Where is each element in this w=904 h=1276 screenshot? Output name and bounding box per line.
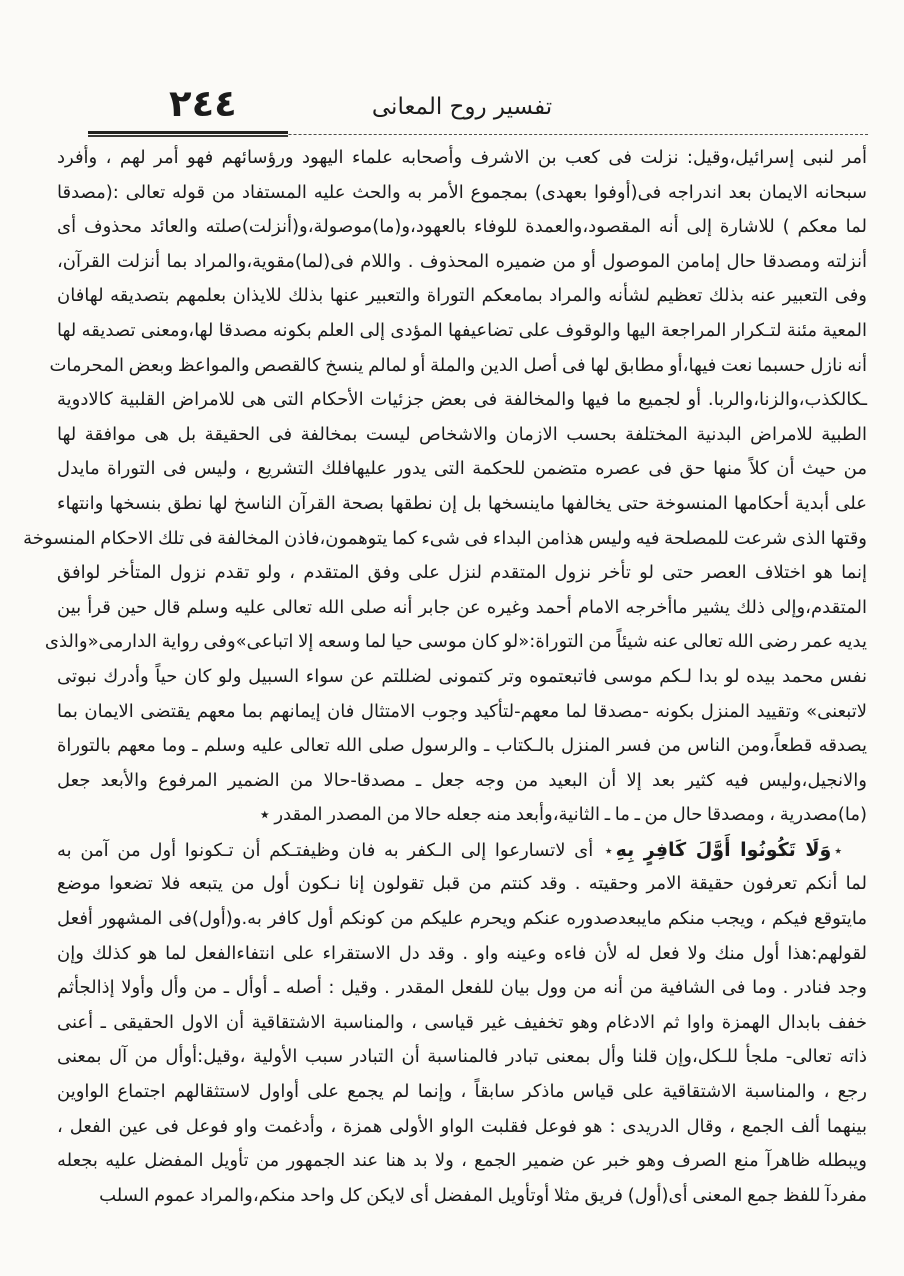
text-line: ـكالكذب،والزنا،والربا. أو لجميع ما فيها والمخالفة فى بعض جزئيات الأحكام التى هى للامراض القلبية كالادوية	[57, 389, 867, 411]
text-line: رجع ، والمناسبة الاشتقاقية على قياس ماذكر سابقاً ، وإنما لم يجمع على أواول لاستثقالهم اجتماع الواوين	[57, 1081, 867, 1103]
text-line: وقتها الذى شرعت للمصلحة فيه وليس هذامن البداء فى شىء كما يتوهمون،فاذن المخالفة فى تلك الاحكام المنسوخة	[23, 527, 867, 549]
text-line: بينهما ألف الجمع ، وقال الدريدى : هو فوعل فقلبت الواو الأولى همزة ، وأدغمت واو فوعل فى عين الفعل ،	[57, 1115, 867, 1137]
header-divider-bold-segment	[88, 131, 288, 135]
text-line: المتقدم،وإلى ذلك يشير ماأخرجه الامام أحمد وغيره عن جابر أنه صلى الله تعالى عليه وسلم قال حين قرأ بين	[57, 596, 867, 618]
text-line: لما أنكم تعرفون حقيقة الامر وحقيته . وقد كنتم من قبل تقولون إنا نـكون أول من يتبعه فلا تضعوا موضع	[57, 873, 867, 895]
text-line: أمر لنبى إسرائيل،وقيل: نزلت فى كعب بن الاشرف وأصحابه علماء اليهود ورؤسائهم فهو أمر لهم ، وأفرد	[57, 147, 867, 168]
page-header	[57, 82, 867, 132]
verse-ornament-icon: ٭	[604, 842, 613, 859]
text-line: سبحانه الايمان بعد اندراجه فى(أوفوا بعهدى) بمجموع الأمر به والحث عليه المستفاد من قوله تعالى :(مصدقا	[57, 181, 867, 203]
text-line: لاتبعنى» وتقييد المنزل بكونه -مصدقا لما معهم-لتأكيد وجوب الامتثال فان إيمانهم بما معهم يقتضى الايمان بما	[57, 700, 867, 722]
text-line: الطبية للامراض البدنية المختلفة بحسب الازمان والاشخاص ليست بمخالفة فى الحقيقة بل هى موافقة لها	[57, 423, 867, 445]
text-line: والانجيل،وليس فيه كثير بعد إلا أن البعيد من وجه جعل ـ مصدقا-حالا من الضمير المرفوع والأبعد جعل	[57, 769, 867, 791]
text-line: أنزلته ومصدقا حال إمامن الموصول أو من ضميره المحذوف . واللام فى(لما)مقوية،والمراد بما أنزلت القرآن،	[57, 250, 867, 272]
text-line: أنه نازل حسبما نعت فيها،أو مطابق لها فى أصل الدين والملة أو لمالم ينسخ كالقصص والمواعظ وبعض المحرمات	[49, 354, 867, 376]
text-line: خفف بابدال الهمزة واوا ثم الادغام وهو تخفيف غير قياسى ، والمناسبة الاشتقاقية أن الاول الحقيقى ـ أعنى	[57, 1011, 867, 1033]
text-line: مايتوقع فيكم ، ويجب منكم مايبعدصدوره عنكم ويحرم عليكم من كونكم أول كافر به.و(أول)فى المشهور أفعل	[57, 908, 867, 930]
text-line: ويبطله ظاهرآ منع الصرف وهو خبر عن ضمير الجمع ، ولا بد هنا عند الجمهور من تأويل المفضل عليه بجعله	[57, 1150, 867, 1172]
text-line: من حيث أن كلاً منها حق فى عصره متضمن للحكمة التى يدور عليهافلك التشريع ، وليس فى التوراة مايدل	[57, 458, 867, 480]
page-number: ٢٤٤	[169, 82, 237, 125]
book-title: تفسير روح المعانى	[371, 94, 553, 120]
verse-commentary-text: أى لاتسارعوا إلى الـكفر به فان وظيفتـكم أن تـكونوا أول من آمن به	[57, 839, 594, 861]
main-text-block	[23, 141, 867, 1213]
text-line: وفى التعبير عنه بذلك تعظيم لشأنه والمراد بمامعكم التوراة والتعبير عنها بذلك للايذان بعلمهم بتصديقه لهافان	[57, 285, 867, 307]
text-line: يصدقه قطعاً،ومن الناس من فسر المنزل بالـكتاب ـ والرسول صلى الله تعالى عليه وسلم ـ وما معهم بالتوراة	[57, 735, 867, 757]
verse-ornament-icon: ٭	[834, 842, 842, 859]
text-line: لما معكم ) للاشارة إلى أنه المقصود،والعمدة للوفاء بالعهود،و(ما)موصولة،و(أنزلت)صلته والعائد محذوف أى	[57, 216, 867, 238]
text-line: وجد فنادر . وما فى الشافية من أنه من وول بيان للفعل المقدر . وقيل : أصله ـ أوأل ـ من وأل وأولا إذالجأثم	[57, 977, 867, 999]
quran-verse-text: وَلَا تَكُونُوا أَوَّلَ كَافِرٍ بِهِ	[615, 838, 832, 861]
text-line: إنما هو اختلاف العصر حتى لو تأخر نزول المتقدم لنزل على وفق المتقدم ، ولو تقدم نزول المتأخر لوافق	[57, 562, 867, 584]
text-line: لقولهم:هذا أول منك ولا فعل له لأن فاءه وعينه واو . وقد دل الاستقراء على انتفاءالفعل لما هو كذلك وإن	[57, 942, 867, 964]
text-line: نفس محمد بيده لو بدا لـكم موسى فاتبعتموه وتر كتمونى لضللتم عن سواء السبيل ولو كان حياً وأدرك نبوتى	[57, 665, 867, 687]
quran-verse-line	[57, 833, 867, 868]
text-line-paragraph-end: مفردآ للفظ جمع المعنى أى(أول) فريق مثلا أوتأويل المفضل أى لايكن كل واحد منكم،والمراد عموم السلب	[99, 1184, 867, 1206]
text-line: على أبدية أحكامها المنسوخة حتى يخالفها ماينسخها بل إن نطقها بصحة القرآن الناسخ لها نطق بنسخها وانتهاء	[57, 492, 867, 514]
text-line: ذاته تعالى- ملجأ للـكل،وإن قلنا وأل بمعنى تبادر فالمناسبة أن التبادر سبب الأولية ،وقيل:أوأل من آل بمعنى	[57, 1046, 867, 1068]
text-line: يديه عمر رضى الله تعالى عنه شيئاً من التوراة:«لو كان موسى حيا لما وسعه إلا اتباعى»وفى رواية الدارمى«والذى	[44, 631, 867, 653]
text-line-paragraph-end: (ما)مصدرية ، ومصدقا حال من ـ ما ـ الثانية،وأبعد منه جعله حالا من المصدر المقدر ٭	[259, 804, 867, 826]
text-line: المعية مئنة لتـكرار المراجعة اليها والوقوف على تضاعيفها المؤدى إلى العلم بكونه مصدقا لها،ومعنى تصديقه لها	[57, 319, 867, 341]
